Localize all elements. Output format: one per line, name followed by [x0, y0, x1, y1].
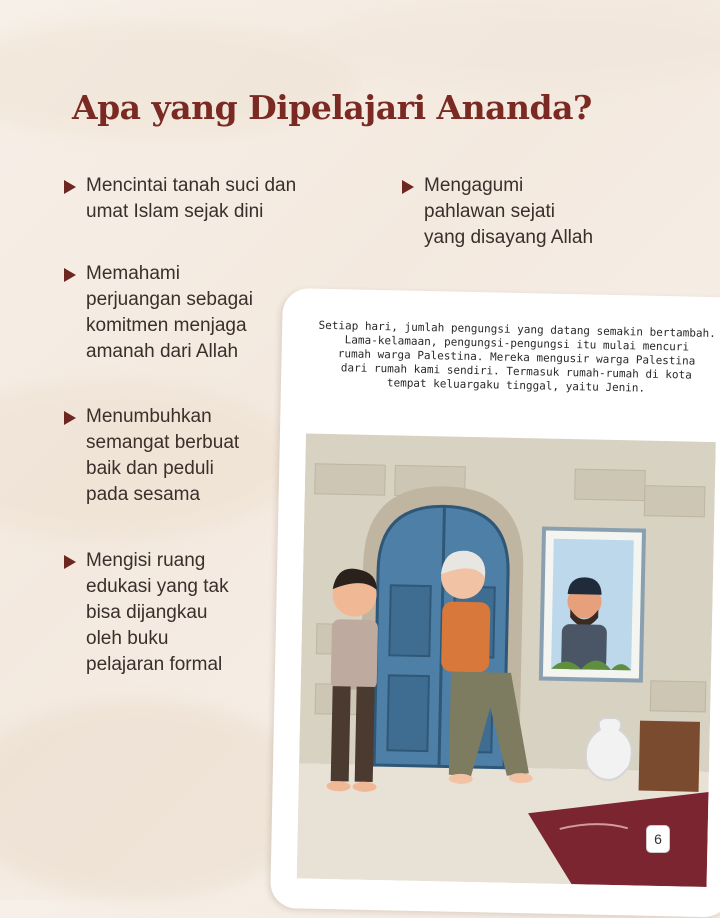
- side-table: [639, 721, 700, 792]
- bullet-text: Mengagumi pahlawan sejati yang disayang Allah: [424, 175, 594, 248]
- bullet-text: Memahami perjuangan sebagai komitmen menjaga amanah dari Allah: [86, 263, 253, 362]
- bullet-item: [64, 261, 284, 365]
- book-page-preview: [270, 288, 720, 917]
- triangle-bullet-icon: [64, 555, 76, 569]
- bullet-text: Mengisi ruang edukasi yang tak bisa dijangkau oleh buku pelajaran formal: [86, 550, 229, 675]
- page-title: Apa yang Dipelajari Ananda?: [72, 88, 592, 127]
- triangle-bullet-icon: [64, 268, 76, 282]
- story-text: Setiap hari, jumlah pengungsi yang datang semakin bertambah. Lama-kelamaan, pengungsi-pengungsi itu mulai mencuri rumah warga Palestina. Mereka mengusir warga Palestina dari rumah kami sendiri. Termasuk rumah-rumah di kota tempat keluargaku tinggal, yaitu Jenin.: [318, 318, 716, 395]
- background-texture: [300, 0, 720, 90]
- triangle-bullet-icon: [402, 180, 414, 194]
- triangle-bullet-icon: [64, 180, 76, 194]
- bullet-text: Mencintai tanah suci dan umat Islam sejak dini: [86, 175, 297, 222]
- triangle-bullet-icon: [64, 411, 76, 425]
- bullet-item: [402, 173, 652, 251]
- story-illustration: [297, 424, 716, 887]
- bullet-item: [64, 548, 284, 678]
- bullet-text: Menumbuhkan semangat berbuat baik dan peduli pada sesama: [86, 406, 240, 505]
- bullet-item: [64, 404, 284, 508]
- bullet-item: [64, 173, 354, 225]
- page-number-badge: 6: [646, 825, 670, 853]
